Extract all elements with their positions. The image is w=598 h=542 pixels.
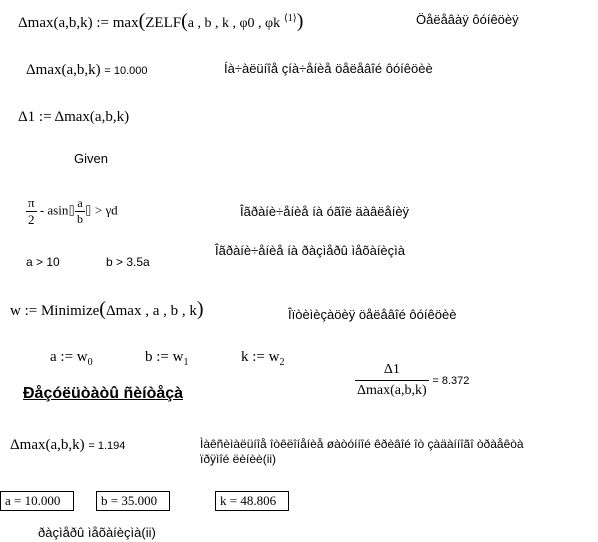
ratio-result: = 8.372: [432, 374, 470, 387]
objective-lhs: Δmax(a,b,k) := max: [18, 15, 139, 31]
objective-definition[interactable]: [18, 10, 303, 33]
result-box-k[interactable]: k = 48.806: [215, 491, 289, 511]
constraint-b[interactable]: b > 3.5a: [106, 255, 150, 269]
result-box-a[interactable]: a = 10.000: [0, 491, 74, 511]
constraint2-comment: Îãðàíè÷åíèå íà ðàçìåðû ìåõàíèçìà: [215, 243, 406, 258]
initial-comment: Íà÷àëüíîå çíà÷åíèå öåëåâîé ôóíêöèè: [224, 61, 433, 76]
zelf-args: a , b , k , φ0 , φk: [187, 16, 281, 31]
final-deviation-expr[interactable]: [10, 437, 125, 454]
constraint-a[interactable]: a > 10: [26, 255, 60, 269]
assign-k[interactable]: k := $w_2$: [241, 349, 285, 368]
minimize-args: Δmax , a , b , k: [105, 303, 197, 319]
initial-value-expr[interactable]: [26, 62, 148, 79]
ratio-expr[interactable]: [355, 362, 469, 399]
assign-b[interactable]: b := $w_1$: [145, 349, 189, 368]
footer-comment: ðàçìåðû ìåõàíèçìà(ii): [38, 525, 156, 540]
final-result: = 1.194: [88, 440, 126, 452]
gt-gamma-d: > γd: [94, 202, 118, 218]
constraint1-comment: Îãðàíè÷åíèå íà óãîë äàâëåíèÿ: [240, 204, 410, 219]
objective-comment: Öåëåâàÿ ôóíêöèÿ: [416, 12, 519, 27]
minus-asin: - asin: [39, 202, 69, 218]
given-keyword[interactable]: Given: [74, 151, 108, 166]
initial-result: = 10.000: [104, 65, 148, 77]
result-box-b[interactable]: b = 35.000: [96, 491, 170, 511]
paren-close: ): [296, 10, 304, 32]
ratio-fraction: $\frac{\Delta 1}{\Delta\max(a,b,k)}$: [357, 362, 427, 398]
paren-open-2: (: [181, 10, 188, 32]
assign-a[interactable]: a := $w_0$: [50, 349, 93, 368]
zelf-function: ZELF: [145, 15, 182, 31]
results-title: Ðåçóëüòàòû ñèíòåçà: [23, 385, 184, 402]
minimize-lhs: w := Minimize: [10, 303, 100, 319]
delta1-assignment[interactable]: Δ1 := Δmax(a,b,k): [18, 109, 130, 125]
final-comment: Ìàêñèìàëüíîå îòêëîíåíèå øàòóííîé êðèâîé îò çàäàííîãî òðàåêòà ïðÿìîé ëèíèè(ii): [200, 437, 524, 466]
a-over-b: $\frac{a}{b}$: [76, 196, 83, 226]
superscript: ⟨1⟩: [283, 13, 297, 24]
initial-lhs: Δmax(a,b,k): [26, 62, 101, 78]
minimize-expr[interactable]: w := Minimize(Δmax , a , b , k): [10, 298, 204, 320]
minimize-comment: Îïòèìèçàöèÿ öåëåâîé ôóíêöèè: [288, 307, 457, 322]
pi-over-2: $\frac{\pi}{2}$: [28, 195, 35, 227]
constraint-pressure-angle[interactable]: $\frac{\pi}{2}$ - asin⌷ $\frac{a}{b}$ ⌷ > γd: [28, 195, 118, 227]
final-lhs: Δmax(a,b,k): [10, 437, 85, 453]
paren-open: (: [138, 10, 146, 32]
